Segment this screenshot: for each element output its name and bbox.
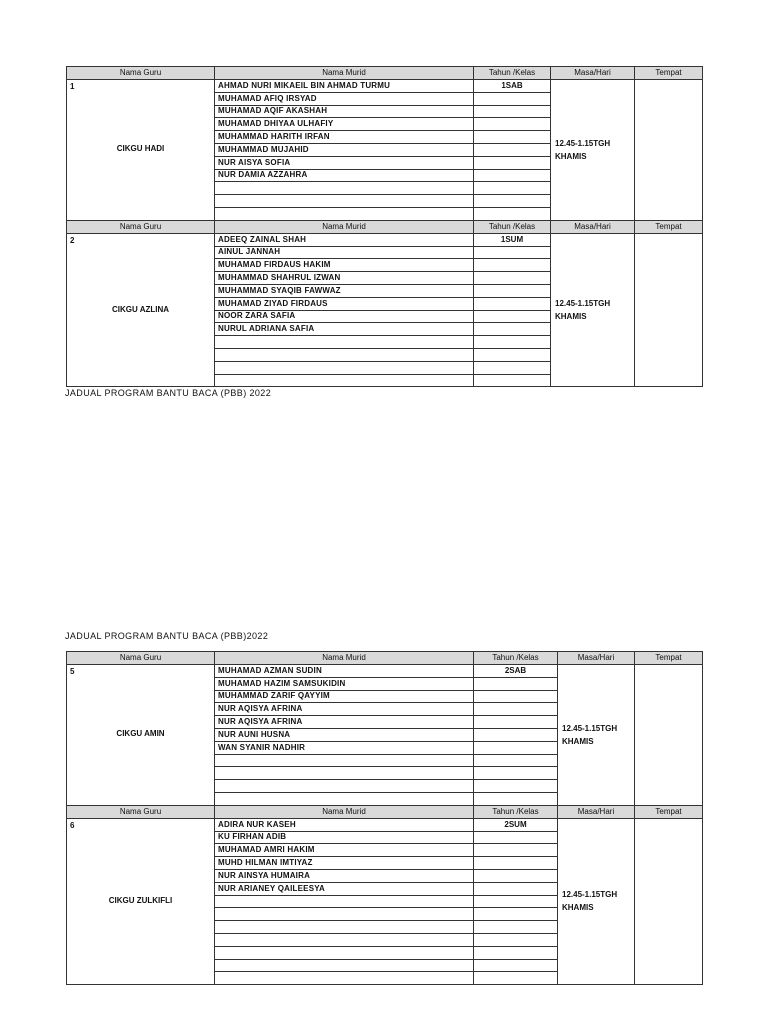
header-nama-murid: Nama Murid: [215, 805, 474, 818]
student-name: AHMAD NURI MIKAEIL BIN AHMAD TURMU: [215, 80, 474, 93]
teacher-cell: [67, 233, 215, 387]
class-cell-empty: [474, 844, 558, 857]
group-number: 2: [70, 235, 75, 245]
class-cell-empty: [474, 716, 558, 729]
teacher-cell: [67, 665, 215, 806]
class-cell-empty: [474, 336, 551, 349]
header-tempat: Tempat: [635, 805, 703, 818]
schedule-table-bottom: [66, 651, 703, 985]
student-name: KU FIRHAN ADIB: [215, 831, 474, 844]
student-name: [215, 195, 474, 208]
time-day-cell: [551, 233, 635, 387]
student-name: [215, 767, 474, 780]
header-tahun-kelas: Tahun /Kelas: [474, 67, 551, 80]
class-cell-empty: [474, 831, 558, 844]
class-cell-empty: [474, 310, 551, 323]
schedule-table-bottom-body: [67, 652, 703, 985]
class-cell-empty: [474, 728, 558, 741]
session-day: KHAMIS: [562, 903, 594, 913]
teacher-name: CIKGU ZULKIFLI: [108, 895, 173, 905]
student-name: MUHAMAD AZMAN SUDIN: [215, 665, 474, 678]
header-nama-guru: Nama Guru: [67, 220, 215, 233]
class-cell-empty: [474, 374, 551, 387]
class-cell-empty: [474, 207, 551, 220]
group-number: 6: [70, 820, 75, 830]
header-row: [67, 67, 703, 80]
teacher-cell: [67, 80, 215, 221]
header-masa-hari: Masa/Hari: [558, 652, 635, 665]
student-row: [67, 233, 703, 246]
header-tempat: Tempat: [635, 67, 703, 80]
student-name: NUR AINSYA HUMAIRA: [215, 869, 474, 882]
class-cell-empty: [474, 143, 551, 156]
student-name: NURUL ADRIANA SAFIA: [215, 323, 474, 336]
header-row: [67, 220, 703, 233]
class-cell-empty: [474, 284, 551, 297]
student-name: MUHAMAD AQIF AKASHAH: [215, 105, 474, 118]
group-number: 5: [70, 667, 75, 676]
student-name: [215, 792, 474, 805]
student-name: [215, 908, 474, 921]
session-time: 12.45-1.15TGH: [562, 723, 618, 733]
header-nama-murid: Nama Murid: [215, 220, 474, 233]
student-name: NUR AISYA SOFIA: [215, 156, 474, 169]
class-cell-empty: [474, 690, 558, 703]
class-cell-empty: [474, 348, 551, 361]
student-name: NUR AQISYA AFRINA: [215, 716, 474, 729]
header-tahun-kelas: Tahun /Kelas: [474, 220, 551, 233]
class-cell-empty: [474, 946, 558, 959]
session-day: KHAMIS: [555, 151, 587, 161]
teacher-name: CIKGU HADI: [116, 144, 165, 154]
class-cell: 1SUM: [474, 233, 551, 246]
student-name: MUHAMMAD SHAHRUL IZWAN: [215, 272, 474, 285]
student-name: MUHAMAD HAZIM SAMSUKIDIN: [215, 677, 474, 690]
class-cell-empty: [474, 780, 558, 793]
student-name: MUHAMMAD SYAQIB FAWWAZ: [215, 284, 474, 297]
class-cell-empty: [474, 156, 551, 169]
class-cell-empty: [474, 92, 551, 105]
venue-cell: [635, 233, 703, 387]
student-name: MUHD HILMAN IMTIYAZ: [215, 857, 474, 870]
group-number: 1: [70, 82, 75, 91]
header-masa-hari: Masa/Hari: [551, 220, 635, 233]
page-title-top: JADUAL PROGRAM BANTU BACA (PBB) 2022: [65, 388, 272, 398]
session-time: 12.45-1.15TGH: [555, 138, 611, 148]
student-name: NUR ARIANEY QAILEESYA: [215, 882, 474, 895]
class-cell-empty: [474, 908, 558, 921]
student-row: [67, 80, 703, 93]
student-name: [215, 946, 474, 959]
header-masa-hari: Masa/Hari: [558, 805, 635, 818]
session-day: KHAMIS: [555, 312, 587, 322]
class-cell-empty: [474, 105, 551, 118]
schedule-table-top: [66, 66, 703, 387]
student-name: MUHAMAD DHIYAA ULHAFIY: [215, 118, 474, 131]
class-cell-empty: [474, 195, 551, 208]
header-nama-murid: Nama Murid: [215, 652, 474, 665]
class-cell-empty: [474, 118, 551, 131]
student-name: AINUL JANNAH: [215, 246, 474, 259]
session-time: 12.45-1.15TGH: [562, 890, 618, 900]
header-tahun-kelas: Tahun /Kelas: [474, 652, 558, 665]
teacher-name: CIKGU AMIN: [116, 729, 165, 739]
class-cell-empty: [474, 272, 551, 285]
student-name: MUHAMAD ZIYAD FIRDAUS: [215, 297, 474, 310]
class-cell-empty: [474, 959, 558, 972]
teacher-cell: [67, 818, 215, 984]
student-name: WAN SYANIR NADHIR: [215, 741, 474, 754]
class-cell-empty: [474, 169, 551, 182]
session-time: 12.45-1.15TGH: [555, 299, 611, 309]
class-cell: 2SUM: [474, 818, 558, 831]
student-name: [215, 972, 474, 985]
class-cell-empty: [474, 703, 558, 716]
student-name: [215, 374, 474, 387]
student-name: MUHAMAD AMRI HAKIM: [215, 844, 474, 857]
student-row: [67, 818, 703, 831]
student-name: [215, 959, 474, 972]
schedule-table-top-body: [67, 67, 703, 387]
class-cell-empty: [474, 857, 558, 870]
student-name: [215, 895, 474, 908]
student-name: [215, 933, 474, 946]
student-name: ADIRA NUR KASEH: [215, 818, 474, 831]
header-row: [67, 805, 703, 818]
class-cell-empty: [474, 741, 558, 754]
venue-cell: [635, 818, 703, 984]
student-name: MUHAMAD AFIQ IRSYAD: [215, 92, 474, 105]
class-cell-empty: [474, 895, 558, 908]
page-title-bottom: JADUAL PROGRAM BANTU BACA (PBB)2022: [65, 631, 269, 641]
class-cell-empty: [474, 297, 551, 310]
header-nama-murid: Nama Murid: [215, 67, 474, 80]
student-name: NUR DAMIA AZZAHRA: [215, 169, 474, 182]
student-name: [215, 348, 474, 361]
time-day-cell: [558, 665, 635, 806]
class-cell-empty: [474, 677, 558, 690]
class-cell: 2SAB: [474, 665, 558, 678]
student-name: [215, 754, 474, 767]
header-nama-guru: Nama Guru: [67, 652, 215, 665]
header-tahun-kelas: Tahun /Kelas: [474, 805, 558, 818]
class-cell-empty: [474, 882, 558, 895]
header-masa-hari: Masa/Hari: [551, 67, 635, 80]
student-name: [215, 921, 474, 934]
student-name: MUHAMAD FIRDAUS HAKIM: [215, 259, 474, 272]
class-cell-empty: [474, 754, 558, 767]
student-name: MUHAMMAD MUJAHID: [215, 143, 474, 156]
class-cell-empty: [474, 792, 558, 805]
student-row: [67, 665, 703, 678]
session-day: KHAMIS: [562, 736, 594, 746]
student-name: ADEEQ ZAINAL SHAH: [215, 233, 474, 246]
student-name: MUHAMMAD ZARIF QAYYIM: [215, 690, 474, 703]
student-name: NUR AUNI HUSNA: [215, 728, 474, 741]
student-name: NUR AQISYA AFRINA: [215, 703, 474, 716]
header-nama-guru: Nama Guru: [67, 67, 215, 80]
class-cell-empty: [474, 182, 551, 195]
class-cell-empty: [474, 361, 551, 374]
header-tempat: Tempat: [635, 652, 703, 665]
student-name: [215, 780, 474, 793]
class-cell-empty: [474, 933, 558, 946]
venue-cell: [635, 665, 703, 806]
class-cell-empty: [474, 131, 551, 144]
teacher-name: CIKGU AZLINA: [111, 304, 170, 314]
student-name: NOOR ZARA SAFIA: [215, 310, 474, 323]
time-day-cell: [551, 80, 635, 221]
student-name: [215, 207, 474, 220]
class-cell: 1SAB: [474, 80, 551, 93]
class-cell-empty: [474, 246, 551, 259]
class-cell-empty: [474, 869, 558, 882]
student-name: [215, 361, 474, 374]
header-row: [67, 652, 703, 665]
header-tempat: Tempat: [635, 220, 703, 233]
class-cell-empty: [474, 921, 558, 934]
student-name: [215, 336, 474, 349]
time-day-cell: [558, 818, 635, 984]
header-nama-guru: Nama Guru: [67, 805, 215, 818]
class-cell-empty: [474, 259, 551, 272]
class-cell-empty: [474, 767, 558, 780]
student-name: [215, 182, 474, 195]
student-name: MUHAMMAD HARITH IRFAN: [215, 131, 474, 144]
venue-cell: [635, 80, 703, 221]
class-cell-empty: [474, 972, 558, 985]
class-cell-empty: [474, 323, 551, 336]
